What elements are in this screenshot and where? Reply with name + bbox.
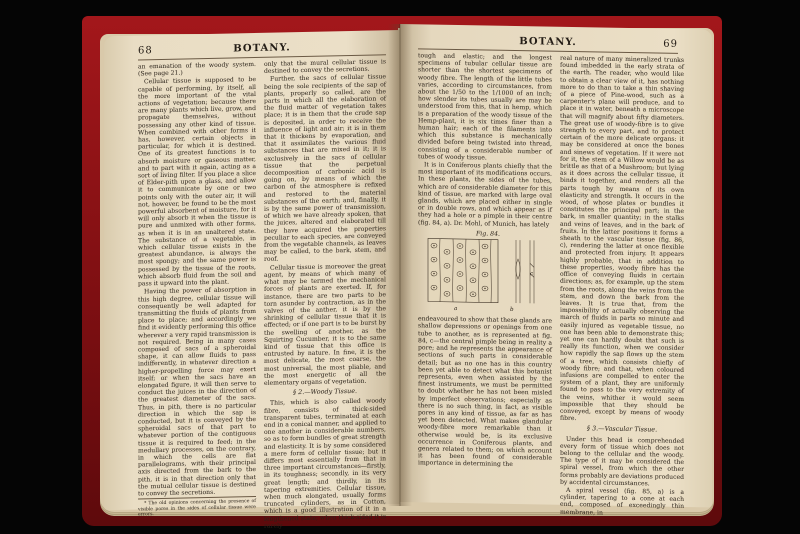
figure-labels <box>418 271 552 315</box>
left-page <box>104 30 400 530</box>
paragraph: It is in Coniferous plants chiefly that the most important of its modifications occurs. In these plants, the sides of the tubes, which are of considerable diameter for this kind of tissue, are marked with large oval glands, which are placed either in single or in double rows, and which appear as if they had a hole or a pimple in their centre (fig. 84, a). Dr. Mohl, of Munich, has lately <box>418 161 552 229</box>
figure-caption: Fig. 84. <box>475 230 500 238</box>
figure-label-c: c <box>530 271 534 278</box>
paragraph: an emanation of the woody system. (See page 21.) <box>138 61 256 78</box>
figure-label-b: b <box>510 307 514 314</box>
left-running-head <box>138 40 386 60</box>
book-gutter <box>388 24 412 506</box>
paragraph: real nature of many mineralized trunks found imbedded in the early strata of the earth. The reader, who would like to obtain a clear view of it, has nothing more to do than to take a thin shaving of a piece of Pine-wood, such as a carpenter's plane will produce, and to place it in water, beneath a microscope that will magnify about fifty diameters. The great use of woody-fibre is to give strength to every part, and to protect certain of the more delicate organs: it may be considered at once the bones and sinews of vegetation. If it were not for it, the stem of a Willow would be as brittle as that of a Mushroom; but lying as it does across the cellular tissue, it binds it together, and renders all the parts tough by means of its own elasticity and strength. It occurs in the wood, of whose plates or bundles it constitutes the principal part; in the bark, in smaller quantity; in the stalks and veins of leaves, and in the bark of fruits. In the latter positions it forms a sheath to the vascular tissue (fig. 86, c), rendering the latter at once flexible and protected from injury. It appears highly probable, that in addition to these properties, woody fibre has the office of conveying fluids in certain directions; as, for example, up the stem from the roots, along the veins from the stem, and down the bark from the leaves. It is true that, from the impossibility of actually observing the march of fluids in parts so minute and easily injured as vegetable tissue, no one has been able to demonstrate this; yet one can hardly doubt that such is really its function, when we consider how rapidly the sap flows up the stem of a tree, which consists chiefly of woody fibre; and that, when coloured infusions are compelled to enter the system of a plant, they are uniformly found to pass to the very extremity of the veins, whither it would seem impossible that they should be conveyed, except by means of woody fibre. <box>560 54 684 423</box>
left-page-number: 68 <box>138 45 153 57</box>
paragraph: endeavoured to show that these glands are shallow depressions or openings from one tube to another, as is represented at fig. 84, c—the central pimple being in reality a pore; and he represents the appearance of sections of such parts in considerable detail; but as no one has in this country been yet able to detect what this botanist represents, even when assisted by the finest instruments, we must be permitted to doubt whether he has not been misled by imperfect observations; especially as there is no such thing, in fact, as visible pores in any kind of tissue, as far as has yet been detected. What makes glandular woody-fibre more remarkable than it otherwise would be, is its exclusive occurrence in Coniferous plants, and genera related to them; on which account it has been found of considerable importance in determining the <box>418 315 552 469</box>
figure-label-a: a <box>454 306 458 313</box>
left-page-title: BOTANY. <box>233 42 291 55</box>
woody-tissue-illustration <box>424 237 546 305</box>
right-column-1 <box>418 52 552 470</box>
paragraph: Cellular tissue is moreover the great agent, by means of which many of what may be termed the mechanical forces of plants are exerted. If, for instance, there are two parts to be torn asunder by contraction, as in the valves of the anther, it is by the shrinking of cellular tissue that it is effected; or if one part is to be burst by the swelling of another, as the Squirting Cucumber, it is to the same kind of tissue that this office is entrusted by nature. In fine, it is the most delicate, the most coarse, the most universal, the most pliable, and the most energetic of all the elementary organs of vegetation. <box>264 261 386 387</box>
paragraph: Cellular tissue is supposed to be capable of performing, by itself, all the more important of the vital actions of vegetation; because there are many plants which live, grow, and propagate themselves, without possessing any other kind of tissue. When combined with other forms it has, however, certain objects in particular, for which it is destined. One of its greatest functions is to absorb moisture or gaseous matter, and to part with it again, acting as a sort of living filter. If you place a slice of Elder-pith upon a glass, and allow it to communicate by one or two points only with the outer air, it will not, however, be found to be the most powerful absorbent of moisture, for it will only absorb it when the tissue is pure and unmixed with other forms, as when it is in an unaltered state. The substance of a vegetable, in which cellular tissue exists in the greatest abundance, is always the most spongy; and the same power is possessed by the tissue of the roots, which absorb fluid from the soil and pass it upward into the plant. <box>138 76 256 288</box>
left-column-2 <box>264 58 386 531</box>
right-column-2 <box>560 55 684 519</box>
right-page-title: BOTANY. <box>519 36 577 49</box>
paragraph: tough and elastic; and the longest specimens of tubular cellular tissue are shorter than the shortest specimens of woody fibre. The length of the little tubes varies, according to circumstances, from about the 1/50 to the 1/1000 of an inch; how slender its tubes usually are may be understood from this, that in hemp, which is a preparation of the woody tissue of the Hemp-plant, it is six times finer than a human hair; each of the filaments into which this substance is mechanically divided before being twisted into thread, consisting of a considerable number of tubes of woody tissue. <box>418 52 552 162</box>
right-running-head <box>418 34 678 54</box>
footnote: * The old opinions concerning the presence of visible pores in the sides of cellular tissue were errors. <box>138 496 256 518</box>
section-heading-woody-tissue: § 2.—Woody Tissue. <box>292 387 358 397</box>
figure-84 <box>418 229 552 315</box>
section-heading-vascular-tissue: § 3.—Vascular Tissue. <box>586 424 658 434</box>
right-page <box>400 24 712 517</box>
right-page-number: 69 <box>663 38 678 50</box>
paragraph: Having the power of absorption in this high degree, cellular tissue will consequently be well adapted for transmitting the fluids of plants from place to place; and accordingly we find it evidently performing this office wherever a very rapid transmission is not required. Being in many cases composed of sacs of a spheroidal shape, it can allow fluids to pass indifferently, in whatever direction a higher-propelling force may exert itself; or when the sacs have an elongated figure, it will then serve to conduct the juices in the direction of the greatest diameter of the sacs. Thus, in pith, there is no particular direction in which the sap is conducted, but it is conveyed by the spheroidal sacs of that part to whatever portion of the contiguous tissue it is required to feed; in the medullary processes, on the contrary, in which the cells are flat parallelograms, with their principal axis directed from the bark to the pith, it is in that direction only that the mutual cellular tissue is destined to convey the secretions. <box>138 286 256 498</box>
left-column-1 <box>138 61 256 519</box>
paragraph: Further, the sacs of cellular tissue being the sole recipients of the sap of plants, properly so called, are the parts in which all the elaboration of the fluid matter of vegetation takes place; it is in them that the crude sap is deposited, in order to receive the influence of light and air; it is in them that it thickens by evaporation, and that it assimilates the various fluid substances that are mixed in it; it is exclusively in the sacs of cellular tissue that the perpetual decomposition of carbonic acid is going on, by means of which the carbon of the atmosphere is refixed and restored to the material substances of the earth; and, finally, it is by the same power of transmission, of which we have already spoken, that the juices, altered and elaborated till they have acquired the properties peculiar to each species, are conveyed from the vegetable channels, as leaves may be called, to the bark, stem, and roof. <box>264 73 386 264</box>
paragraph: A spiral vessel (fig. 85, a) is a cylinder, tapering to a cone at each end, composed of exceedingly thin membrane, in <box>560 486 684 517</box>
paragraph: This, which is also called woody fibre, consists of thick-sided transparent tubes, terminated at each end in a conical manner, and applied to one another in considerable numbers, so as to form bundles of great strength and elasticity. It is by some considered a mere form of cellular tissue; but it differs most essentially from that in three important circumstances—firstly, in its toughness; secondly, in its very great length; and thirdly, in its tapering extremities. Cellular tissue, when much elongated, usually forms truncated cylinders, as in Cotton, which is a good illustration of it in a lengthened state; when thick-sided it is rarely <box>264 397 386 530</box>
paragraph: only that the mural cellular tissue is destined to convey the secretions. <box>264 58 386 76</box>
paragraph: Under this head is comprehended every form of tissue which does not belong to the cellular and the woody. The type of it may be considered the spiral vessel, from which the other forms probably are deviations produced by accidental circumstances. <box>560 435 684 488</box>
